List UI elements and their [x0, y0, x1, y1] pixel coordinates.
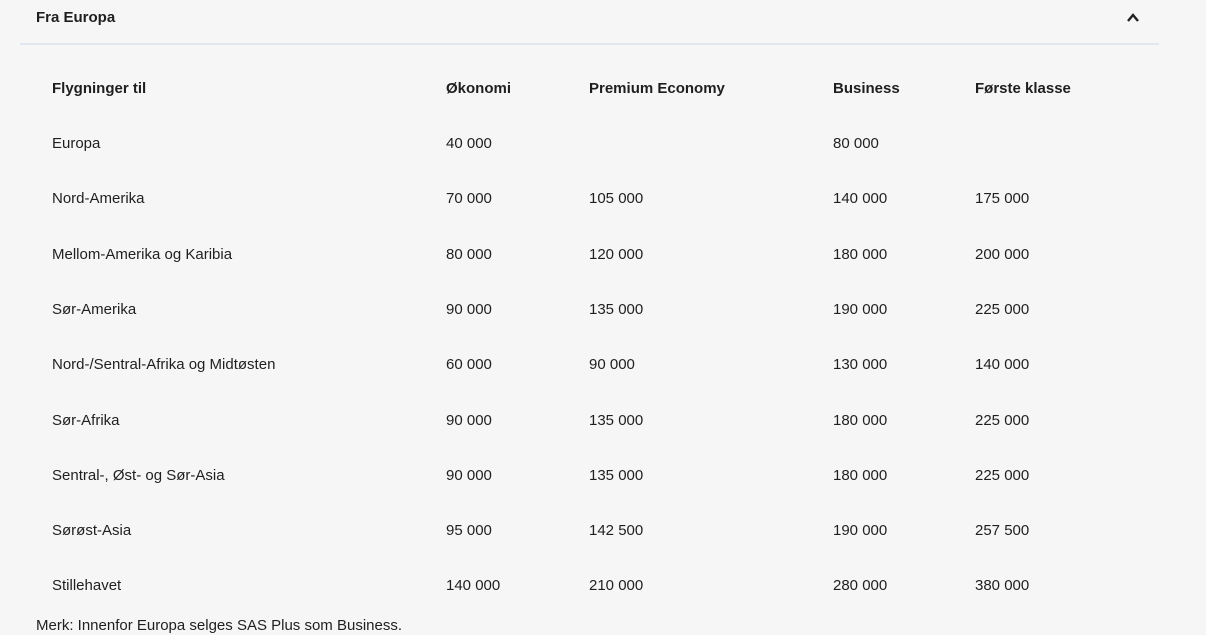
points-cell: 140 000 — [975, 356, 1030, 374]
points-cell: 135 000 — [589, 411, 644, 429]
table-row — [0, 467, 1206, 487]
points-cell: 180 000 — [833, 245, 888, 263]
points-cell: 190 000 — [833, 522, 888, 540]
table-row — [0, 135, 1206, 155]
destination-cell: Nord-/Sentral-Afrika og Midtøsten — [52, 356, 276, 374]
points-cell: 90 000 — [446, 411, 492, 429]
destination-cell: Europa — [52, 135, 101, 152]
column-header: Premium Economy — [589, 80, 725, 97]
column-header: Første klasse — [975, 80, 1071, 97]
destination-cell: Sentral-, Øst- og Sør-Asia — [52, 466, 225, 484]
section-title: Fra Europa — [36, 9, 116, 26]
points-cell: 140 000 — [446, 577, 501, 595]
points-cell: 142 500 — [589, 522, 644, 540]
destination-cell: Sør-Amerika — [52, 300, 137, 318]
destination-cell: Stillehavet — [52, 577, 122, 595]
points-cell: 380 000 — [975, 577, 1030, 595]
points-cell: 257 500 — [975, 522, 1030, 540]
table-row — [0, 412, 1206, 432]
points-cell: 135 000 — [589, 300, 644, 318]
points-cell: 180 000 — [833, 466, 888, 484]
points-cell: 80 000 — [833, 135, 879, 152]
points-cell: 180 000 — [833, 411, 888, 429]
points-cell: 70 000 — [446, 190, 492, 208]
points-cell: 60 000 — [446, 356, 492, 374]
table-row — [0, 246, 1206, 266]
points-cell: 200 000 — [975, 245, 1030, 263]
points-cell: 225 000 — [975, 466, 1030, 484]
points-cell: 135 000 — [589, 466, 644, 484]
table-row — [0, 577, 1206, 597]
points-cell: 90 000 — [446, 300, 492, 318]
points-cell: 90 000 — [589, 356, 635, 374]
points-cell: 140 000 — [833, 190, 888, 208]
table-header-row — [0, 80, 1206, 100]
points-cell: 280 000 — [833, 577, 888, 595]
points-cell: 175 000 — [975, 190, 1030, 208]
table-row — [0, 190, 1206, 210]
points-cell: 40 000 — [446, 135, 492, 152]
points-cell: 80 000 — [446, 245, 492, 263]
footnote: Merk: Innenfor Europa selges SAS Plus som Business. — [36, 617, 403, 634]
points-cell: 225 000 — [975, 411, 1030, 429]
destination-cell: Nord-Amerika — [52, 190, 145, 208]
destination-cell: Sørøst-Asia — [52, 522, 132, 540]
points-cell: 105 000 — [589, 190, 644, 208]
points-cell: 95 000 — [446, 522, 492, 540]
destination-cell: Mellom-Amerika og Karibia — [52, 245, 233, 263]
divider — [20, 43, 1159, 45]
table-row — [0, 301, 1206, 321]
points-cell: 90 000 — [446, 466, 492, 484]
chevron-up-icon[interactable] — [1124, 6, 1142, 26]
table-row — [0, 356, 1206, 376]
points-cell: 210 000 — [589, 577, 644, 595]
destination-cell: Sør-Afrika — [52, 411, 120, 429]
column-header: Økonomi — [446, 80, 512, 97]
table-row — [0, 522, 1206, 542]
points-cell: 190 000 — [833, 300, 888, 318]
points-cell: 120 000 — [589, 245, 644, 263]
points-cell: 130 000 — [833, 356, 888, 374]
points-cell: 225 000 — [975, 300, 1030, 318]
column-header: Flygninger til — [52, 80, 147, 97]
column-header: Business — [833, 80, 900, 97]
